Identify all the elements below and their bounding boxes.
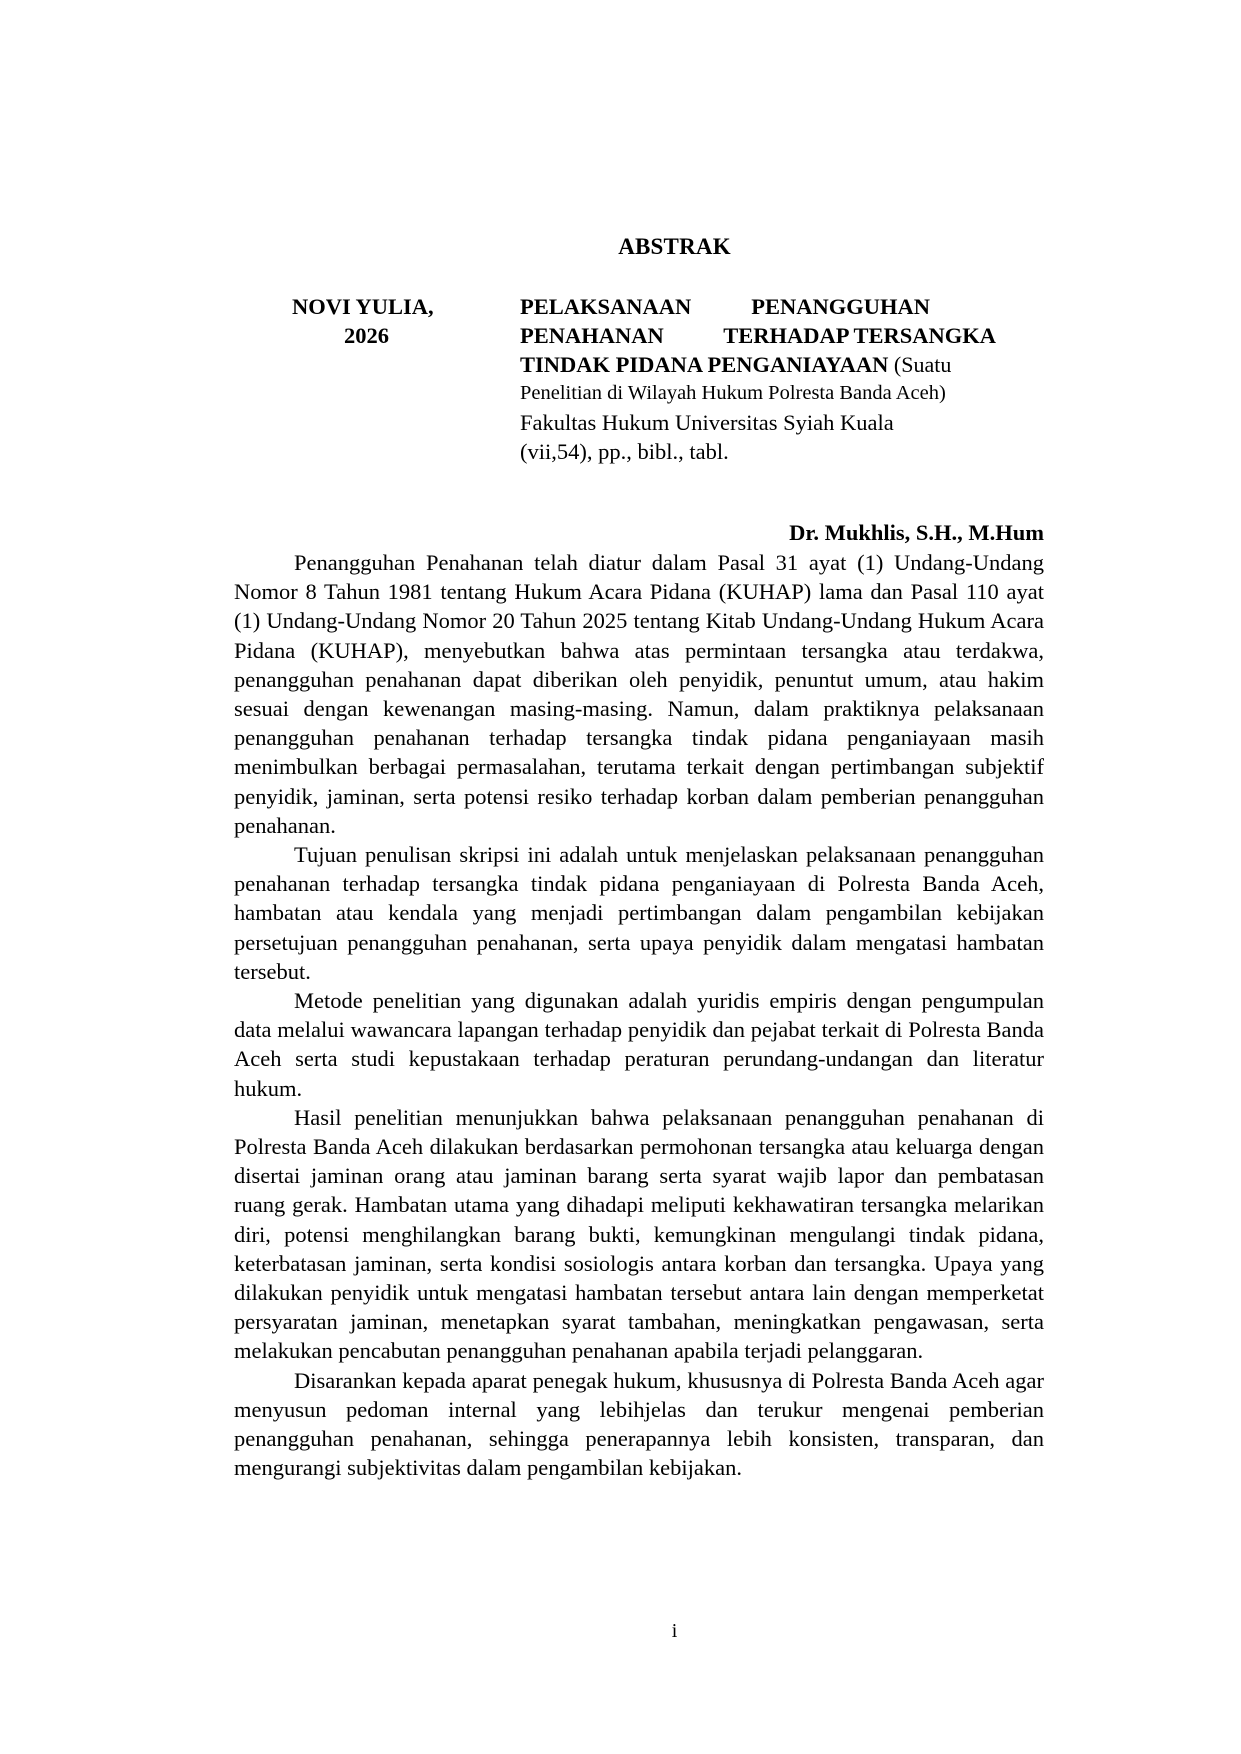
author-year: 2026	[344, 323, 389, 348]
thesis-title-line-2	[520, 321, 996, 350]
author-name: NOVI YULIA,	[292, 294, 434, 319]
thesis-title-line-1	[520, 292, 930, 321]
abstract-paragraph: Tujuan penulisan skripsi ini adalah untuk menjelaskan pelaksanaan penangguhan penahanan terhadap tersangka tindak pidana penganiayaan di Polresta Banda Aceh, hambatan atau kendala yang menjadi pertimbangan dalam pengambilan kebijakan persetujuan penangguhan penahanan, serta upaya penyidik dalam mengatasi hambatan tersebut.	[234, 842, 1044, 984]
page-title: ABSTRAK	[618, 234, 731, 259]
author-block	[292, 292, 472, 350]
pages-info: (vii,54), pp., bibl., tabl.	[520, 439, 729, 464]
supervisor-name: Dr. Mukhlis, S.H., M.Hum	[789, 520, 1044, 545]
page-number: i	[671, 1620, 678, 1642]
thesis-title-line-3	[520, 350, 1000, 379]
thesis-subtitle: Penelitian di Wilayah Hukum Polresta Banda Aceh)	[520, 382, 946, 404]
thesis-title-word: PENAHANAN	[520, 323, 664, 348]
faculty: Fakultas Hukum Universitas Syiah Kuala	[520, 410, 894, 435]
thesis-info	[520, 292, 1000, 466]
thesis-title-word: PENANGGUHAN	[751, 294, 930, 319]
thesis-subtitle-start: (Suatu	[888, 352, 952, 377]
thesis-title-word: TERHADAP TERSANGKA	[723, 323, 996, 348]
abstract-paragraph: Metode penelitian yang digunakan adalah yuridis empiris dengan pengumpulan data melalui wawancara lapangan terhadap penyidik dan pejabat terkait di Polresta Banda Aceh serta studi kepustakaan terhadap peraturan perundang-undangan dan literatur hukum.	[234, 988, 1044, 1101]
thesis-title-word: PELAKSANAAN	[520, 294, 692, 319]
abstract-paragraph: Hasil penelitian menunjukkan bahwa pelaksanaan penangguhan penahanan di Polresta Banda Aceh dilakukan berdasarkan permohonan tersangka atau keluarga dengan disertai jaminan orang atau jaminan barang serta syarat wajib lapor dan pembatasan ruang gerak. Hambatan utama yang dihadapi meliputi kekhawatiran tersangka melarikan diri, potensi menghilangkan barang bukti, kemungkinan mengulangi tindak pidana, keterbatasan jaminan, serta kondisi sosiologis antara korban dan tersangka. Upaya yang dilakukan penyidik untuk mengatasi hambatan tersebut antara lain dengan memperketat persyaratan jaminan, menetapkan syarat tambahan, meningkatkan pengawasan, serta melakukan pencabutan penangguhan penahanan apabila terjadi pelanggaran.	[234, 1104, 1044, 1364]
abstract-paragraph: Penangguhan Penahanan telah diatur dalam Pasal 31 ayat (1) Undang-Undang Nomor 8 Tahun 1981 tentang Hukum Acara Pidana (KUHAP) lama dan Pasal 110 ayat (1) Undang-Undang Nomor 20 Tahun 2025 tentang Kitab Undang-Undang Hukum Acara Pidana (KUHAP), menyebutkan bahwa atas permintaan tersangka atau terdakwa, penangguhan penahanan dapat diberikan oleh penyidik, penuntut umum, atau hakim sesuai dengan kewenangan masing-masing. Namun, dalam praktiknya pelaksanaan penangguhan penahanan terhadap tersangka tindak pidana penganiayaan masih menimbulkan berbagai permasalahan, terutama terkait dengan pertimbangan subjektif penyidik, jaminan, serta potensi resiko terhadap korban dalam pemberian penangguhan penahanan.	[234, 550, 1044, 838]
abstract-body	[234, 548, 1044, 1483]
thesis-title-bold: TINDAK PIDANA PENGANIAYAAN	[520, 352, 889, 377]
abstract-paragraph: Disarankan kepada aparat penegak hukum, khususnya di Polresta Banda Aceh agar menyusun pedoman internal yang lebihjelas dan terukur mengenai pemberian penangguhan penahanan, sehingga penerapannya lebih konsisten, transparan, dan mengurangi subjektivitas dalam pengambilan kebijakan.	[234, 1367, 1044, 1481]
